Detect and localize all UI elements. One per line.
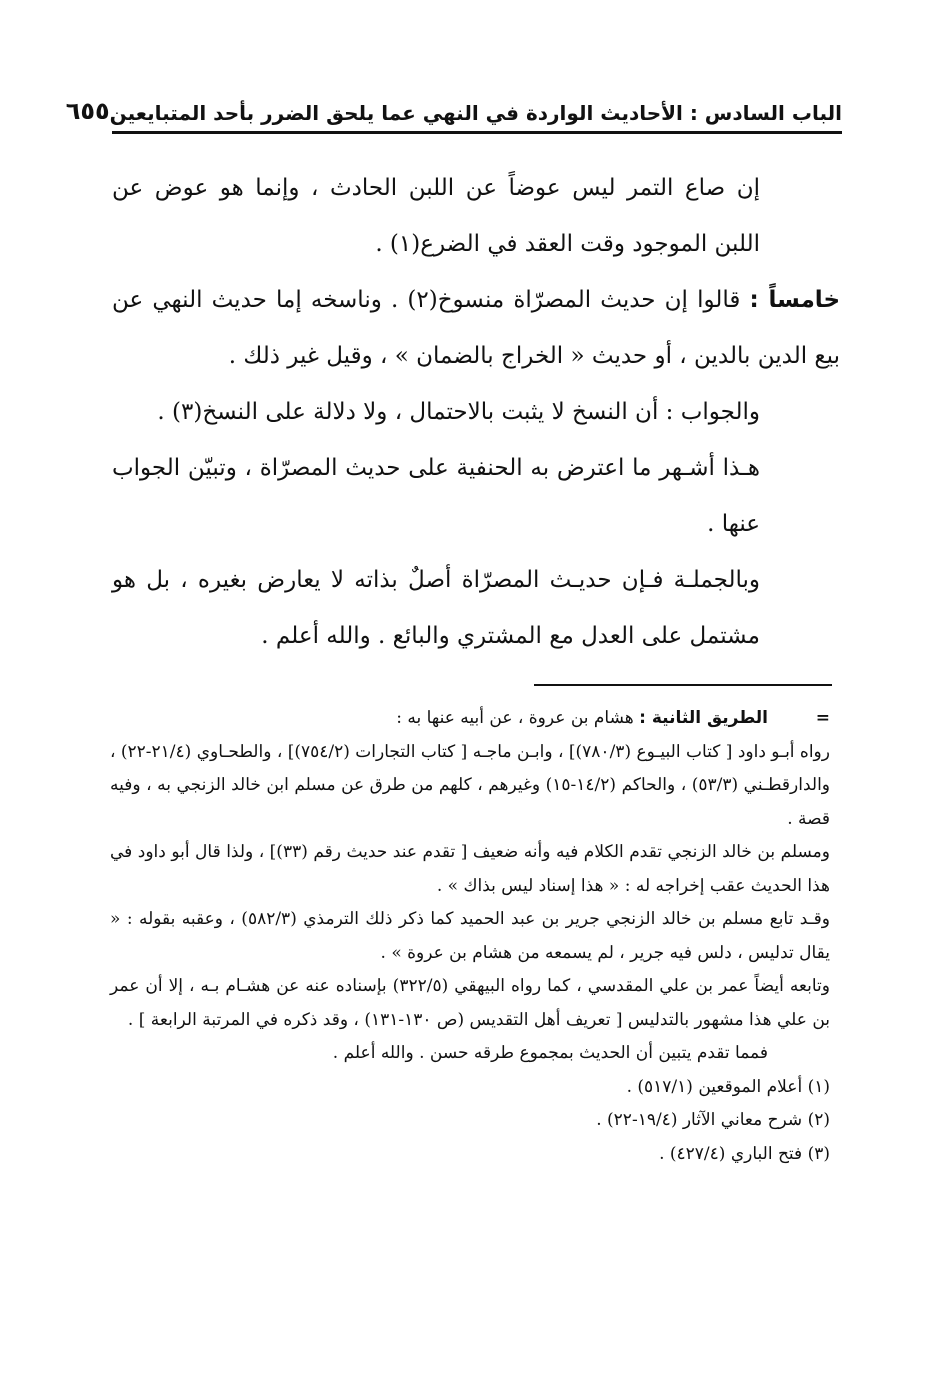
footnote-continuation	[110, 702, 830, 736]
footnote-line-2: رواه أبـو داود [ كتاب البيـوع (٧٨٠/٣)] ، وابـن ماجـه [ كتاب التجارات (٧٥٤/٢)] ، والطحـاوي (٢١/٤-٢٢) ، والدارقطـني (٥٣/٣) ، والحاكم (١٤/٢-١٥) وغيرهم ، كلهم من طرق عن مسلم ابن خالد الزنجي به ، وفيه قصة .	[110, 741, 830, 829]
footnote-subheading: الطريق الثانية :	[639, 708, 768, 728]
paragraph-1: إن صاع التمر ليس عوضاً عن اللبن الحادث ، وإنما هو عوض عن اللبن الموجود وقت العقد في الضرع(١) .	[112, 175, 760, 257]
page-number: ٦٥٥	[65, 97, 110, 125]
footnote-ref-2: (٢) شرح معاني الآثار (١٩/٤-٢٢) .	[596, 1110, 830, 1130]
running-header	[65, 94, 842, 134]
paragraph-2-lead: خامساً :	[749, 287, 841, 313]
footnote-line-3: ومسلم بن خالد الزنجي تقدم الكلام فيه وأنه ضعيف [ تقدم عند حديث رقم (٣٣)] ، ولذا قال أبو داود في هذا الحديث عقب إخراجه له : « هذا إسناد ليس بذاك » .	[110, 842, 830, 896]
footnote-ref-1: (١) أعلام الموقعين (٥١٧/١) .	[626, 1076, 830, 1097]
paragraph-3: والجواب : أن النسخ لا يثبت بالاحتمال ، ولا دلالة على النسخ(٣) .	[157, 399, 760, 425]
footnote-line-4: وقـد تابع مسلم بن خالد الزنجي جرير بن عبد الحميد كما ذكر ذلك الترمذي (٥٨٢/٣) ، وعقبه بقوله : « يقال تدليس ، دلس فيه جرير ، لم يسمعه من هشام بن عروة » .	[110, 909, 830, 963]
chapter-title: الباب السادس : الأحاديث الواردة في النهي عما يلحق الضرر بأحد المتبايعين	[109, 101, 842, 125]
footnote-line-1: هشام بن عروة ، عن أبيه عنها به :	[396, 708, 634, 728]
paragraph-2-text: قالوا إن حديث المصرّاة منسوخ(٢) . وناسخه إما حديث النهي عن بيع الدين بالدين ، أو حديث « الخراج بالضمان » ، وقيل غير ذلك .	[112, 287, 840, 369]
footnote-separator	[534, 684, 832, 686]
paragraph-5: وبالجملـة فـإن حديـث المصرّاة أصلٌ بذاته لا يعارض بغيره ، بل هو مشتمل على العدل مع المشتري والبائع . والله أعلم .	[112, 567, 760, 649]
continuation-marker: =	[815, 708, 830, 728]
footnotes	[110, 702, 830, 1171]
paragraph-4: هـذا أشـهر ما اعترض به الحنفية على حديث المصرّاة ، وتبيّن الجواب عنها .	[112, 455, 760, 537]
main-text	[112, 160, 840, 664]
footnote-ref-3: (٣) فتح الباري (٤٢٧/٤) .	[659, 1143, 830, 1164]
footnote-line-5: وتابعه أيضاً عمر بن علي المقدسي ، كما رواه البيهقي (٣٢٢/٥) بإسناده عنه عن هشـام بـه ، إلا أن عمر بن علي هذا مشهور بالتدليس [ تعريف أهل التقديس (ص ١٣٠-١٣١) ، وقد ذكره في المرتبة الرابعة ] .	[110, 976, 830, 1030]
paragraph-2	[112, 272, 840, 384]
footnote-line-6: فمما تقدم يتبين أن الحديث بمجموع طرقه حسن . والله أعلم .	[332, 1043, 768, 1063]
